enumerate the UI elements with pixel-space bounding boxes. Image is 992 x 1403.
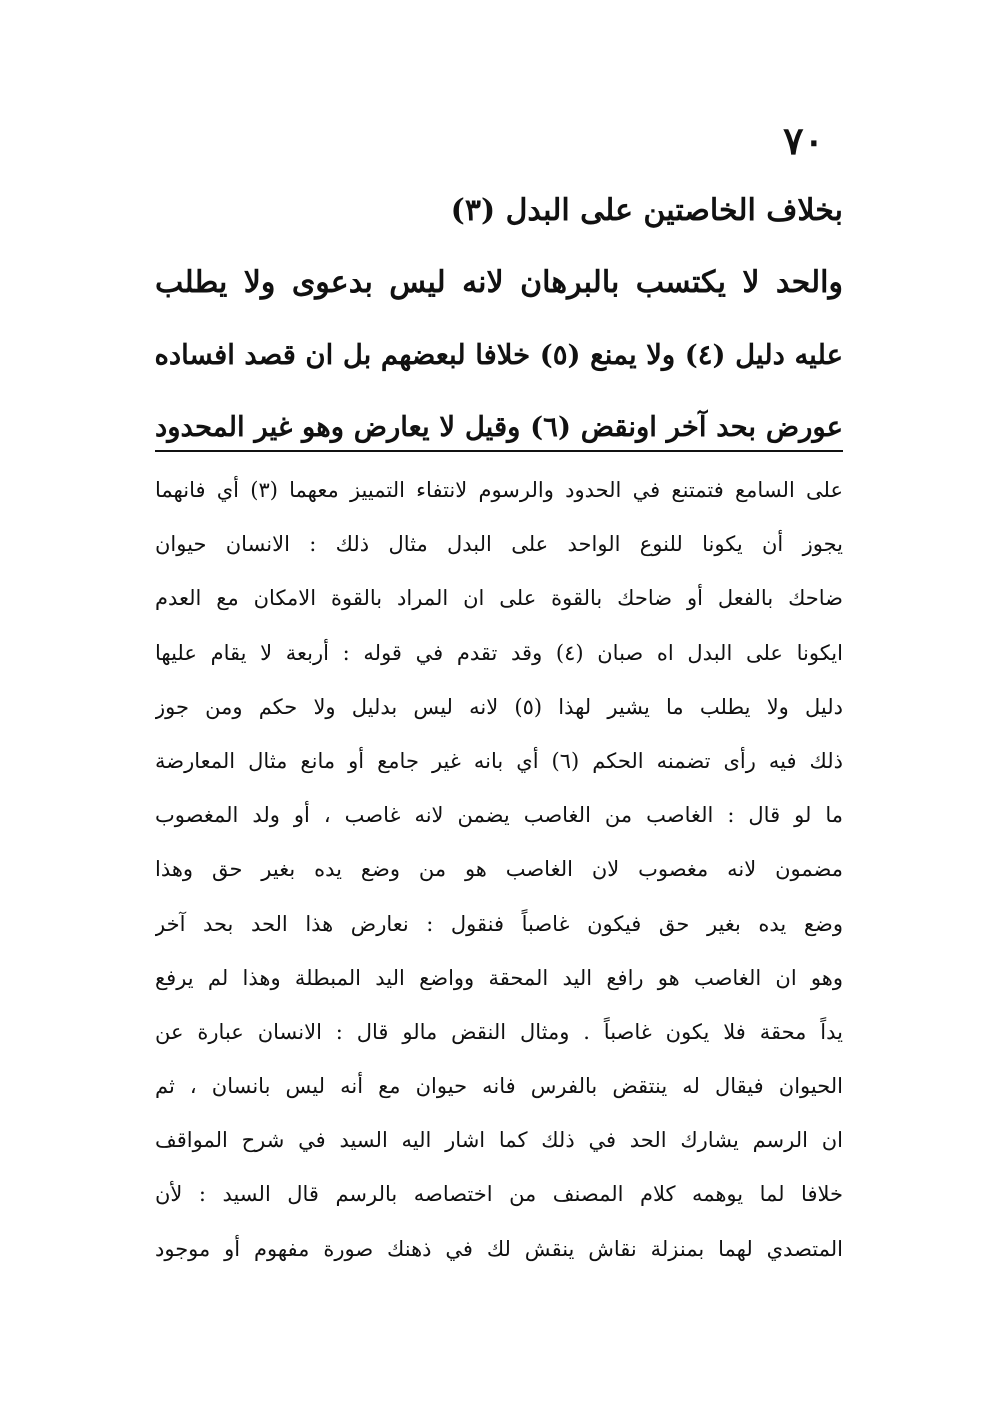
main-text-line: عليه دليل (٤) ولا يمنع (٥) خلافا لبعضهم بل ان قصد افساده bbox=[155, 339, 843, 371]
main-text bbox=[155, 175, 843, 463]
main-text-line: عورض بحد آخر اونقض (٦) وقيل لا يعارض وهو غير المحدود bbox=[155, 411, 843, 443]
footnote-line: يداً محقة فلا يكون غاصباً . ومثال النقض مالو قال : الانسان عبارة عن bbox=[155, 1019, 843, 1044]
footnote-divider bbox=[155, 450, 843, 452]
footnote-line: ان الرسم يشارك الحد في ذلك كما اشار اليه السيد في شرح المواقف bbox=[155, 1128, 843, 1153]
footnote-line: مضمون لانه مغصوب لان الغاصب هو من وضع يده بغير حق وهذا bbox=[155, 857, 843, 882]
footnote-line: يجوز أن يكونا للنوع الواحد على البدل مثال ذلك : الانسان حيوان bbox=[155, 532, 843, 557]
footnote-line: وهو ان الغاصب هو رافع اليد المحقة وواضع اليد المبطلة وهذا لم يرفع bbox=[155, 965, 843, 990]
footnote-line: ايكونا على البدل اه صبان (٤) وقد تقدم في قوله : أربعة لا يقام عليها bbox=[155, 640, 843, 665]
footnote-line: المتصدي لهما بمنزلة نقاش ينقش لك في ذهنك صورة مفهوم أو موجود bbox=[155, 1236, 843, 1261]
footnote-line: ما لو قال : الغاصب من الغاصب يضمن لانه غاصب ، أو ولد المغصوب bbox=[155, 803, 843, 828]
main-text-line: والحد لا يكتسب بالبرهان لانه ليس بدعوى ولا يطلب bbox=[155, 265, 843, 300]
footnote-line: الحيوان فيقال له ينتقض بالفرس فانه حيوان مع أنه ليس بانسان ، ثم bbox=[155, 1074, 843, 1099]
footnote-line: دليل ولا يطلب ما يشير لهذا (٥) لانه ليس بدليل ولا حكم ومن جوز bbox=[155, 694, 843, 719]
page-number: ٧٠ bbox=[783, 118, 824, 163]
footnote-line: وضع يده بغير حق فيكون غاصباً فنقول : نعارض هذا الحد بحد آخر bbox=[155, 911, 843, 936]
footnote-line: على السامع فتمتنع في الحدود والرسوم لانتفاء التمييز معهما (٣) أي فانهما bbox=[155, 478, 843, 502]
footnote-line: ضاحك بالفعل أو ضاحك بالقوة على ان المراد بالقوة الامكان مع العدم bbox=[155, 586, 843, 611]
main-text-line: بخلاف الخاصتين على البدل (٣) bbox=[450, 193, 843, 228]
footnote-line: خلافا لما يوهمه كلام المصنف من اختصاصه بالرسم قال السيد : لأن bbox=[155, 1182, 843, 1207]
footnote-line: ذلك فيه رأى تضمنه الحكم (٦) أي بانه غير جامع أو مانع مثال المعارضة bbox=[155, 748, 843, 773]
footnotes bbox=[155, 463, 843, 1276]
